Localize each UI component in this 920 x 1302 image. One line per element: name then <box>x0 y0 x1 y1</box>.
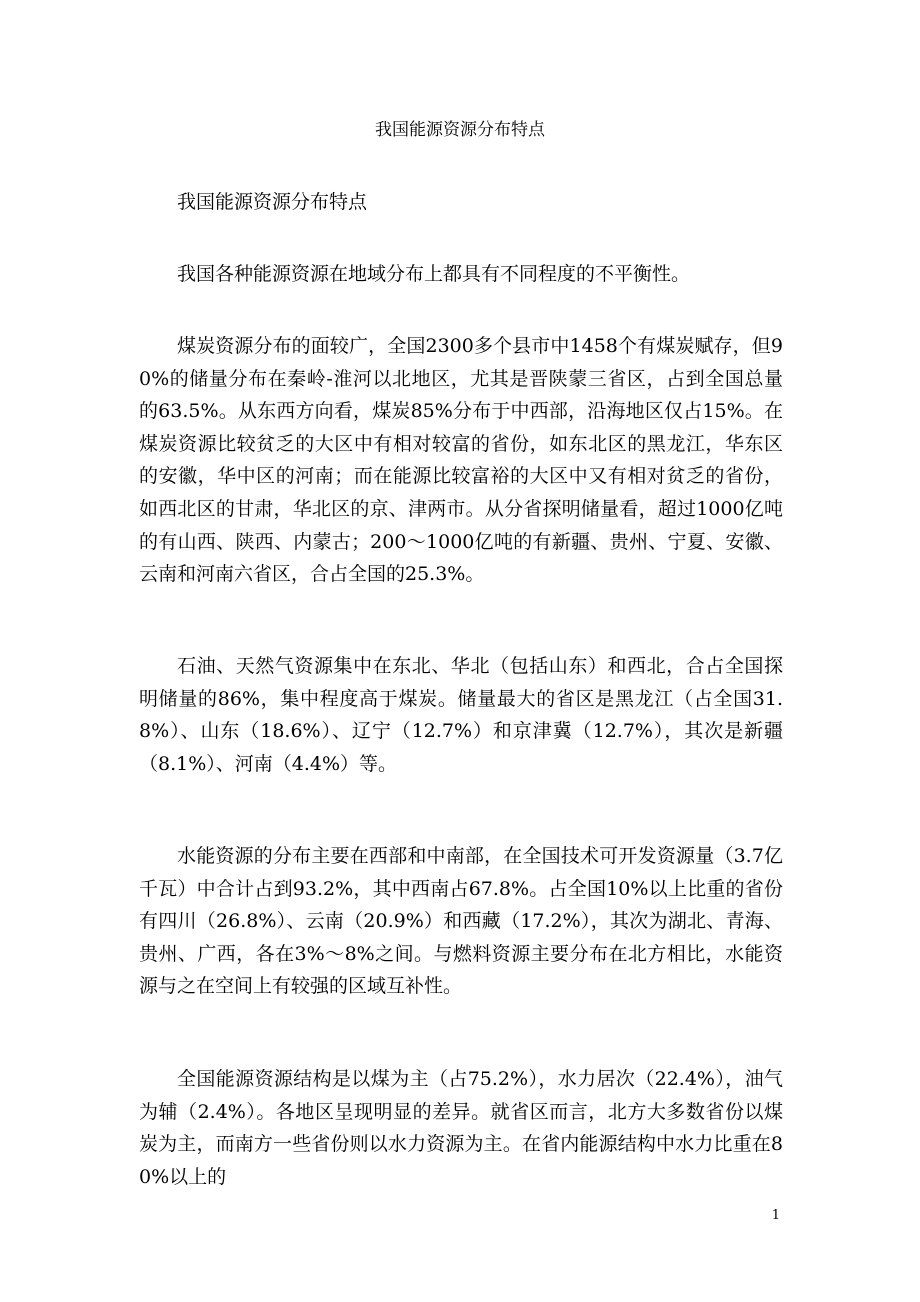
paragraph-intro: 我国各种能源资源在地域分布上都具有不同程度的不平衡性。 <box>177 263 691 285</box>
paragraph-energy-structure: 全国能源资源结构是以煤为主（占75.2%），水力居次（22.4%），油气为辅（2.4%）。各地区呈现明显的差异。就省区而言，北方大多数省份以煤炭为主，而南方一些省份则以水力资源为主。在省内能源结构中水力比重在80%以上的 <box>139 1068 783 1188</box>
section-heading: 我国能源资源分布特点 <box>177 191 368 213</box>
paragraph-oil-gas: 石油、天然气资源集中在东北、华北（包括山东）和西北，合占全国探明储量的86%，集中程度高于煤炭。储量最大的省区是黑龙江（占全国31.8%）、山东（18.6%）、辽宁（12.7%）和京津冀（12.7%），其次是新疆（8.1%）、河南（4.4%）等。 <box>139 655 783 775</box>
page-number: 1 <box>771 1208 780 1223</box>
paragraph-hydro: 水能资源的分布主要在西部和中南部，在全国技术可开发资源量（3.7亿千瓦）中合计占到93.2%，其中西南占67.8%。占全国10%以上比重的省份有四川（26.8%）、云南（20.9%）和西藏（17.2%），其次为湖北、青海、贵州、广西，各在3%～8%之间。与燃料资源主要分布在北方相比，水能资源与之在空间上有较强的区域互补性。 <box>139 845 783 998</box>
document-title: 我国能源资源分布特点 <box>375 120 545 140</box>
paragraph-coal: 煤炭资源分布的面较广，全国2300多个县市中1458个有煤炭赋存，但90%的储量分布在秦岭-淮河以北地区，尤其是晋陕蒙三省区，占到全国总量的63.5%。从东西方向看，煤炭85%分布于中西部，沿海地区仅占15%。在煤炭资源比较贫乏的大区中有相对较富的省份，如东北区的黑龙江，华东区的安徽，华中区的河南；而在能源比较富裕的大区中又有相对贫乏的省份，如西北区的甘肃，华北区的京、津两市。从分省探明储量看，超过1000亿吨的有山西、陕西、内蒙古；200～1000亿吨的有新疆、贵州、宁夏、安徽、云南和河南六省区，合占全国的25.3%。 <box>139 335 783 586</box>
